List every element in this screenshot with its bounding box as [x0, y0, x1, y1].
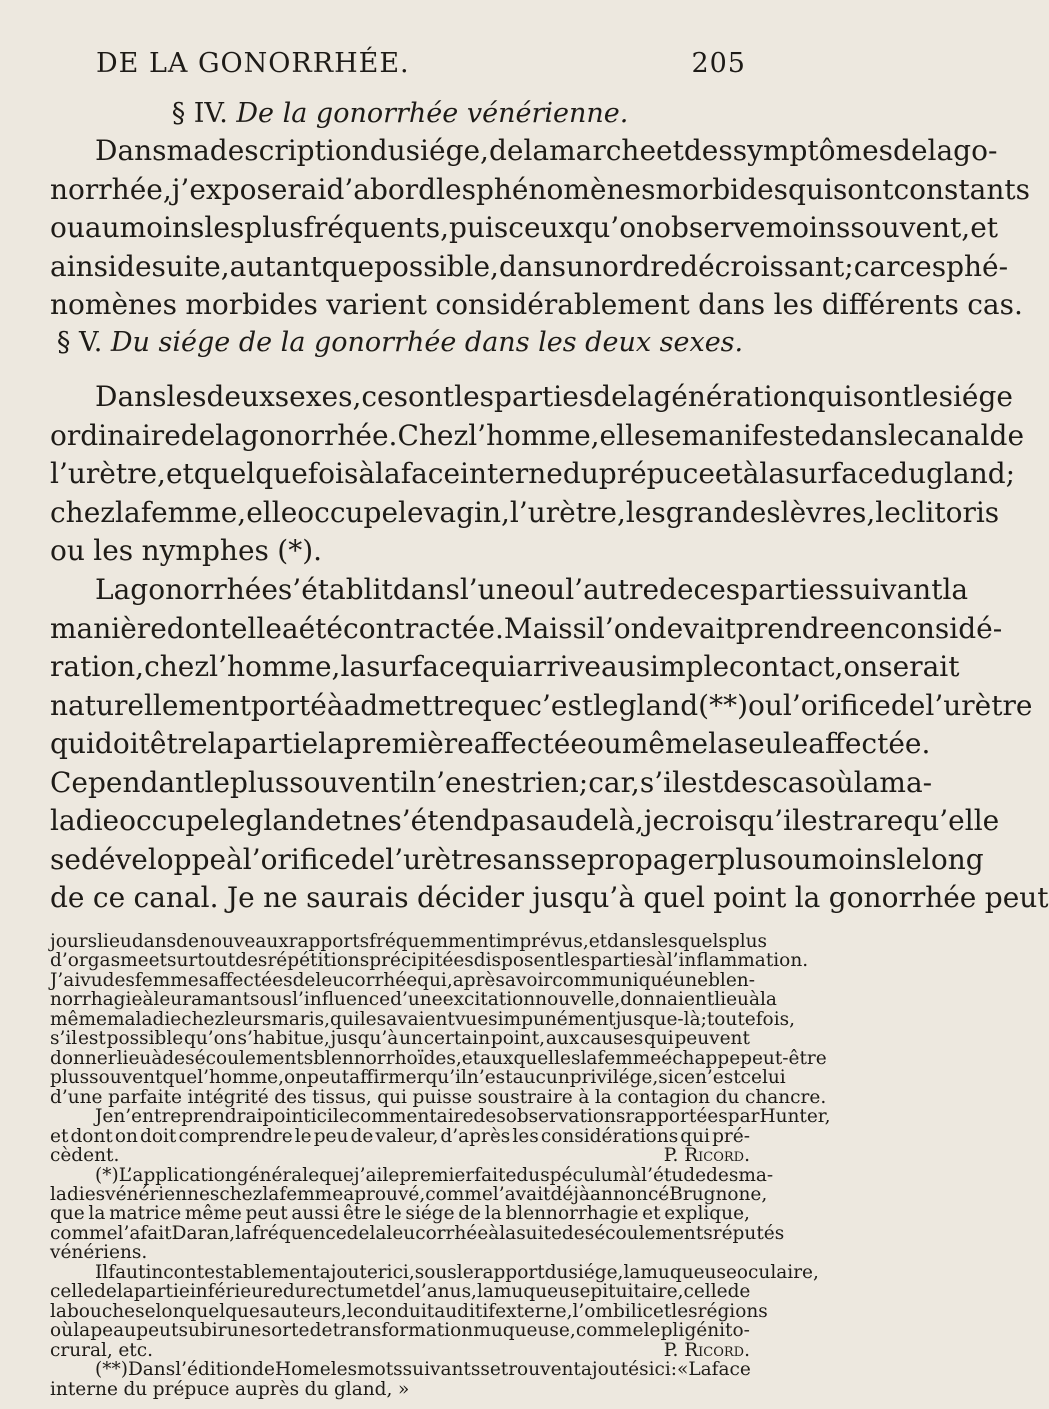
- text-line: l’urètre, et quelquefois à la face interne du prépuce et à la surface du gland;: [50, 457, 1016, 490]
- text-line: donner lieu à des écoulements blennorrhoïdes, et auxquelles la femme échappe peut-être: [50, 1047, 827, 1069]
- text-line: plus souvent que l’homme, on peut affirmer qu’il n’est aucun privilége, si ce n’est celui: [50, 1067, 786, 1089]
- text-line: Il faut incontestablement ajouter ici, sous le rapport du siége, la muqueuse oculaire,: [95, 1261, 819, 1283]
- text-line: norrhée, j’exposerai d’abord les phénomènes morbides qui sont constants: [50, 172, 1030, 206]
- running-header: [96, 48, 746, 79]
- text-line: Dans les deux sexes, ce sont les parties de la génération qui sont le siége: [95, 380, 1013, 413]
- text-line: et dont on doit comprendre le peu de valeur, d’après les considérations qui pré-: [50, 1125, 750, 1147]
- text-line: Cependant le plus souvent il n’en est rien; car, s’il est des cas où la ma-: [50, 765, 933, 799]
- running-title: DE LA GONORRHÉE.: [96, 48, 410, 79]
- text-line: naturellement porté à admettre que c’est le gland (**) ou l’orifice de l’urètre: [50, 688, 1033, 722]
- text-line: vénériens.: [50, 1242, 148, 1264]
- text-line: se développe à l’orifice de l’urètre sans se propager plus ou moins le long: [50, 842, 984, 876]
- text-line: ladies vénériennes chez la femme a prouvé, comme l’avait déjà annoncé Brugnone,: [50, 1183, 768, 1205]
- text-line: celle de la partie inférieure du rectum et de l’anus, la muqueuse pituitaire, celle de: [50, 1281, 751, 1303]
- section-v-number: § V.: [56, 327, 103, 358]
- page-number: 205: [691, 48, 746, 79]
- text-line: nomènes morbides varient considérablement dans les différents cas.: [50, 288, 1023, 321]
- text-line: ainsi de suite, autant que possible, dans un ordre décroissant; car ces phé-: [50, 249, 1009, 283]
- text-line: où la peau peut subir une sorte de transformation muqueuse, comme le pli génito-: [50, 1320, 750, 1342]
- text-line: ration, chez l’homme, la surface qui arrive au simple contact, on serait: [50, 650, 960, 683]
- text-line: ou les nymphes (*).: [50, 534, 323, 567]
- text-line: s’il est possible qu’on s’habitue, jusqu’à un certain point, aux causes qui peuvent: [50, 1028, 750, 1050]
- text-line: crural, etc.: [50, 1339, 153, 1361]
- section-v-paragraph-1: [50, 378, 1025, 571]
- text-line: jours lieu dans de nouveaux rapports fréquemment imprévus, et dans lesquels plus: [50, 931, 768, 952]
- text-line: (*) L’application générale que j’ai le premier faite du spéculum à l’étude des ma-: [95, 1164, 774, 1186]
- text-line: de ce canal. Je ne saurais décider jusqu’à quel point la gonorrhée peut: [50, 881, 1049, 914]
- footnote-double-star: [50, 1360, 750, 1399]
- footnote-continuation: [50, 931, 827, 1108]
- text-line: même maladie chez leurs maris, qui les avaient vues impunément jusque-là; toutefois,: [50, 1008, 795, 1030]
- text-line: chez la femme, elle occupe le vagin, l’urètre, les grandes lèvres, le clitoris: [50, 495, 1000, 529]
- text-line: ordinaire de la gonorrhée. Chez l’homme, elle se manifeste dans le canal de: [50, 418, 1025, 452]
- text-line: que la matrice même peut aussi être le siége de la blennorrhagie et explique,: [50, 1203, 750, 1225]
- text-line: comme l’a fait Daran, la fréquence de la leucorrhée à la suite des écoulements réputés: [50, 1222, 785, 1244]
- section-iv-heading: [0, 98, 800, 129]
- section-v-title: Du siége de la gonorrhée dans les deux sexes.: [110, 327, 744, 358]
- section-iv-paragraph: [50, 132, 1030, 325]
- text-line: interne du prépuce auprès du gland, »: [50, 1378, 410, 1400]
- text-line: qui doit être la partie la première affectée ou même la seule affectée.: [50, 727, 931, 760]
- text-line: la bouche selon quelques auteurs, le conduit auditif externe, l’ombilic et les régions: [50, 1300, 768, 1322]
- text-line: norrhagie à leur amant sous l’influence d’une excitation nouvelle, donnaient lieu à la: [50, 989, 777, 1011]
- text-line: d’une parfaite intégrité des tissus, qui puisse soustraire à la contagion du chancre.: [50, 1086, 827, 1108]
- text-line: (**) Dans l’édition de Home les mots suivants se trouvent ajoutés ici: « La face: [95, 1359, 751, 1381]
- section-iv-number: § IV.: [171, 98, 228, 129]
- text-line: Dans ma description du siége, de la marche et des symptômes de la go-: [95, 134, 998, 167]
- text-line: Je n’entreprendrai point ici le commentaire des observations rapportées par Hunter,: [95, 1106, 831, 1128]
- text-line: ou au moins les plus fréquents, puis ceux qu’on observe moins souvent, et: [50, 211, 999, 244]
- footnote-star: [50, 1164, 785, 1264]
- section-v-paragraph-2: [50, 571, 1049, 918]
- signature-ricord-2: P. Ricord.: [663, 1339, 750, 1361]
- signature-ricord-1: P. Ricord.: [663, 1145, 750, 1167]
- section-iv-title: De la gonorrhée vénérienne.: [236, 98, 629, 129]
- text-line: d’orgasme et surtout des répétitions précipitées disposent les parties à l’inflammation.: [50, 950, 809, 972]
- text-line: cèdent.: [50, 1145, 120, 1167]
- text-line: La gonorrhée s’établit dans l’une ou l’autre de ces parties suivant la: [95, 573, 969, 606]
- section-v-heading: [0, 327, 800, 358]
- text-line: manière dont elle a été contractée. Mais si l’on devait prendre en considé-: [50, 611, 1003, 645]
- text-line: ladie occupe le gland et ne s’étend pas au delà, je crois qu’il est rare qu’elle: [50, 804, 1000, 837]
- text-line: J’ai vu des femmes affectées de leucorrhée qui, après avoir communiqué une blen-: [50, 969, 755, 991]
